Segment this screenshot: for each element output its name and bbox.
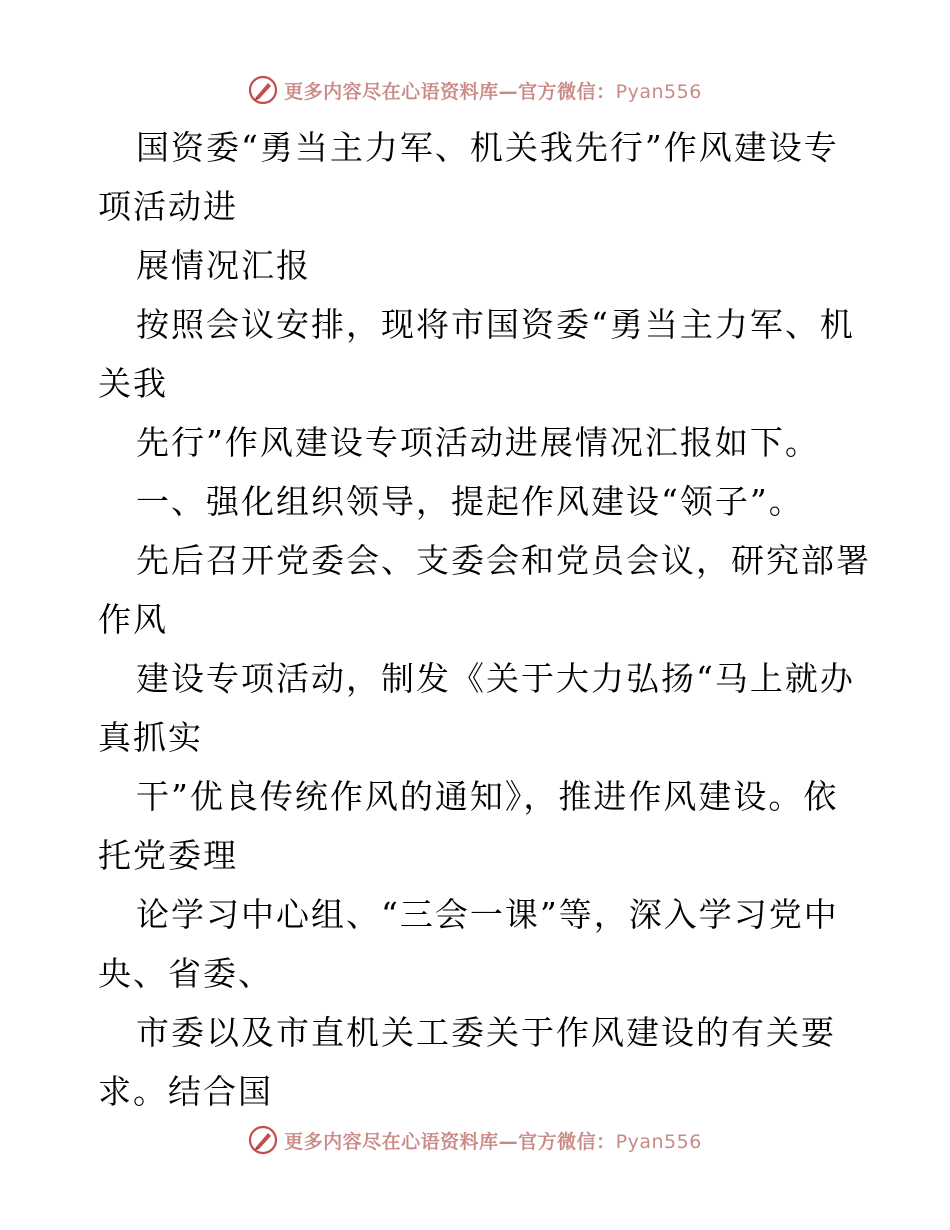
body-line: 建设专项活动，制发《关于大力弘扬“马上就办 xyxy=(136,659,855,698)
watermark-wechat-id: Pyan556 xyxy=(615,1130,702,1153)
body-line: 先后召开党委会、支委会和党员会议，研究部署 xyxy=(136,541,871,580)
body-line: 展情况汇报 xyxy=(136,246,311,285)
body-line: 关我 xyxy=(98,364,168,403)
footer-watermark xyxy=(0,1120,950,1160)
section-heading: 一、强化组织领导，提起作风建设“领子”。 xyxy=(136,482,804,521)
body-line: 真抓实 xyxy=(98,718,203,757)
watermark-text xyxy=(284,77,702,104)
body-line: 项活动进 xyxy=(98,187,238,226)
pen-logo-icon xyxy=(248,1125,278,1155)
body-line: 央、省委、 xyxy=(98,954,273,993)
watermark-text-cn: 更多内容尽在心语资料库—官方微信： xyxy=(284,1130,616,1153)
header-watermark xyxy=(0,70,950,110)
body-line: 干”优良传统作风的通知》，推进作风建设。依 xyxy=(136,777,839,816)
body-line: 市委以及市直机关工委关于作风建设的有关要 xyxy=(136,1013,836,1052)
watermark-text-cn: 更多内容尽在心语资料库—官方微信： xyxy=(284,80,616,103)
body-line: 求。结合国 xyxy=(98,1072,273,1111)
body-line: 按照会议安排，现将市国资委“勇当主力军、机 xyxy=(136,305,855,344)
body-line: 先行”作风建设专项活动进展情况汇报如下。 xyxy=(136,423,820,462)
body-line: 托党委理 xyxy=(98,836,238,875)
body-line: 国资委“勇当主力军、机关我先行”作风建设专 xyxy=(136,128,839,167)
pen-logo-icon xyxy=(248,75,278,105)
watermark-wechat-id: Pyan556 xyxy=(615,80,702,103)
document-body xyxy=(98,118,871,1121)
watermark-text xyxy=(284,1127,702,1154)
body-line: 论学习中心组、“三会一课”等，深入学习党中 xyxy=(136,895,839,934)
body-line: 作风 xyxy=(98,600,168,639)
